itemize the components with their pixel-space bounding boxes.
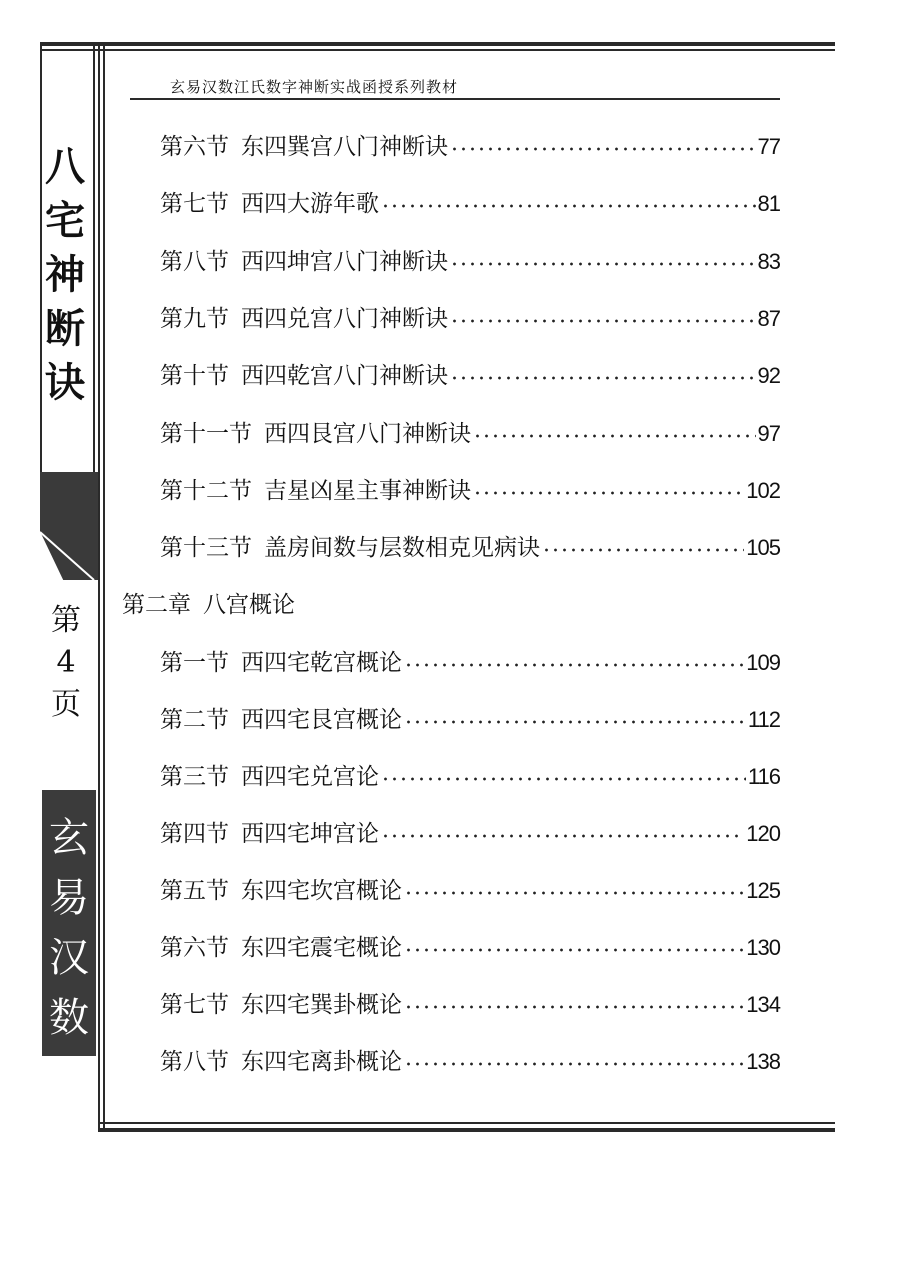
toc-entry-number: 第三节 — [160, 764, 229, 790]
toc-entry[interactable] — [160, 523, 780, 563]
toc-entry-page: 109 — [746, 650, 780, 675]
toc-entry-page: 116 — [747, 764, 780, 789]
toc-chapter-number: 第二章 — [122, 592, 191, 618]
toc-entry-title: 西四宅艮宫概论 — [241, 707, 402, 733]
brand-box — [42, 790, 96, 1056]
toc-entry[interactable] — [160, 1037, 780, 1077]
book-title-char: 神 — [45, 251, 85, 298]
toc-entry-page: 81 — [757, 191, 780, 216]
toc-entry-page: 97 — [757, 421, 780, 446]
toc-leader-dots — [381, 774, 746, 784]
toc-chapter-heading[interactable] — [122, 580, 780, 620]
bottom-border-thick — [100, 1128, 835, 1132]
toc-entry-title: 西四宅坤宫论 — [241, 821, 379, 847]
toc-entry-title: 东四宅离卦概论 — [241, 1049, 402, 1075]
page-label-vertical — [40, 600, 92, 726]
toc-entry-number: 第六节 — [160, 134, 229, 160]
toc-entry-page: 125 — [746, 878, 780, 903]
toc-entry-title: 西四宅兑宫论 — [241, 764, 379, 790]
brand-char: 汉 — [49, 935, 89, 981]
toc-entry-number: 第十一节 — [160, 421, 252, 447]
toc-entry[interactable] — [160, 923, 780, 963]
toc-entry-title: 西四宅乾宫概论 — [241, 650, 402, 676]
page-label-char: 第 — [51, 603, 81, 638]
toc-entry-number: 第十二节 — [160, 478, 252, 504]
toc-leader-dots — [473, 488, 744, 498]
top-border-thick — [40, 42, 835, 46]
toc-entry[interactable] — [160, 237, 780, 277]
toc-entry[interactable] — [160, 752, 780, 792]
toc-entry-number: 第七节 — [160, 191, 229, 217]
toc-entry-page: 105 — [746, 535, 780, 560]
left-border-inner-a — [93, 42, 95, 472]
toc-entry-number: 第八节 — [160, 1049, 229, 1075]
toc-entry[interactable] — [160, 294, 780, 334]
toc-entry[interactable] — [160, 351, 780, 391]
left-border-inner-b — [98, 42, 100, 1132]
toc-entry-number: 第一节 — [160, 650, 229, 676]
toc-leader-dots — [404, 660, 744, 670]
bottom-border-thin — [100, 1122, 835, 1124]
toc-chapter-title: 八宫概论 — [203, 592, 295, 618]
toc-entry-page: 138 — [746, 1049, 780, 1074]
toc-entry-number: 第十三节 — [160, 535, 252, 561]
toc-entry-page: 120 — [746, 821, 780, 846]
toc-entry[interactable] — [160, 122, 780, 162]
toc-leader-dots — [404, 888, 744, 898]
toc-entry-page: 83 — [757, 249, 780, 274]
toc-entry-title: 西四坤宫八门神断诀 — [241, 249, 448, 275]
book-title-char: 诀 — [45, 359, 85, 406]
sidebar-band-edge — [40, 472, 98, 580]
toc-entry-title: 西四兑宫八门神断诀 — [241, 306, 448, 332]
toc-leader-dots — [542, 545, 744, 555]
book-title-char: 断 — [45, 305, 85, 352]
toc-entry-title: 吉星凶星主事神断诀 — [264, 478, 471, 504]
book-title-char: 八 — [45, 143, 85, 190]
toc-leader-dots — [450, 316, 756, 326]
toc-leader-dots — [450, 144, 756, 154]
toc-leader-dots — [404, 1059, 744, 1069]
book-title-vertical — [40, 140, 90, 410]
toc-entry[interactable] — [160, 638, 780, 678]
toc-entry-page: 77 — [757, 134, 780, 159]
series-header: 玄易汉数江氏数字神断实战函授系列教材 — [170, 78, 459, 96]
toc-entry[interactable] — [160, 809, 780, 849]
toc-leader-dots — [404, 1002, 744, 1012]
toc-entry[interactable] — [160, 980, 780, 1020]
toc-leader-dots — [473, 431, 756, 441]
toc-entry-title: 西四乾宫八门神断诀 — [241, 363, 448, 389]
toc-entry-title: 东四宅坎宫概论 — [241, 878, 402, 904]
toc-entry-page: 87 — [757, 306, 780, 331]
toc-leader-dots — [404, 717, 746, 727]
toc-leader-dots — [450, 373, 756, 383]
page-label-char: 4 — [56, 645, 76, 680]
toc-entry-page: 130 — [746, 935, 780, 960]
page-label-char: 页 — [51, 687, 81, 722]
toc-leader-dots — [404, 945, 744, 955]
toc-entry[interactable] — [160, 466, 780, 506]
toc-entry[interactable] — [160, 179, 780, 219]
toc-entry-title: 西四大游年歌 — [241, 191, 379, 217]
toc-entry-number: 第十节 — [160, 363, 229, 389]
toc-entry-number: 第四节 — [160, 821, 229, 847]
toc-entry-number: 第七节 — [160, 992, 229, 1018]
brand-char: 易 — [49, 875, 89, 921]
toc-entry-title: 东四巽宫八门神断诀 — [241, 134, 448, 160]
toc-leader-dots — [381, 831, 744, 841]
toc-entry-number: 第二节 — [160, 707, 229, 733]
toc-entry-page: 134 — [746, 992, 780, 1017]
toc-entry-number: 第九节 — [160, 306, 229, 332]
toc-leader-dots — [381, 201, 756, 211]
brand-char: 数 — [49, 995, 89, 1041]
toc-entry-page: 102 — [746, 478, 780, 503]
toc-entry[interactable] — [160, 866, 780, 906]
left-border-inner-c — [103, 42, 105, 1132]
toc-entry-title: 东四宅震宅概论 — [241, 935, 402, 961]
toc-entry-number: 第八节 — [160, 249, 229, 275]
toc-entry-title: 东四宅巽卦概论 — [241, 992, 402, 1018]
toc-entry-page: 92 — [757, 363, 780, 388]
book-title-char: 宅 — [45, 197, 85, 244]
brand-char: 玄 — [49, 815, 89, 861]
toc-entry[interactable] — [160, 695, 780, 735]
top-border-thin — [40, 49, 835, 51]
toc-entry-number: 第五节 — [160, 878, 229, 904]
toc-entry-title: 西四艮宫八门神断诀 — [264, 421, 471, 447]
toc-entry[interactable] — [160, 409, 780, 449]
toc-entry-page: 112 — [747, 707, 780, 732]
toc-entry-title: 盖房间数与层数相克见病诀 — [264, 535, 540, 561]
toc-leader-dots — [450, 259, 756, 269]
toc-entry-number: 第六节 — [160, 935, 229, 961]
